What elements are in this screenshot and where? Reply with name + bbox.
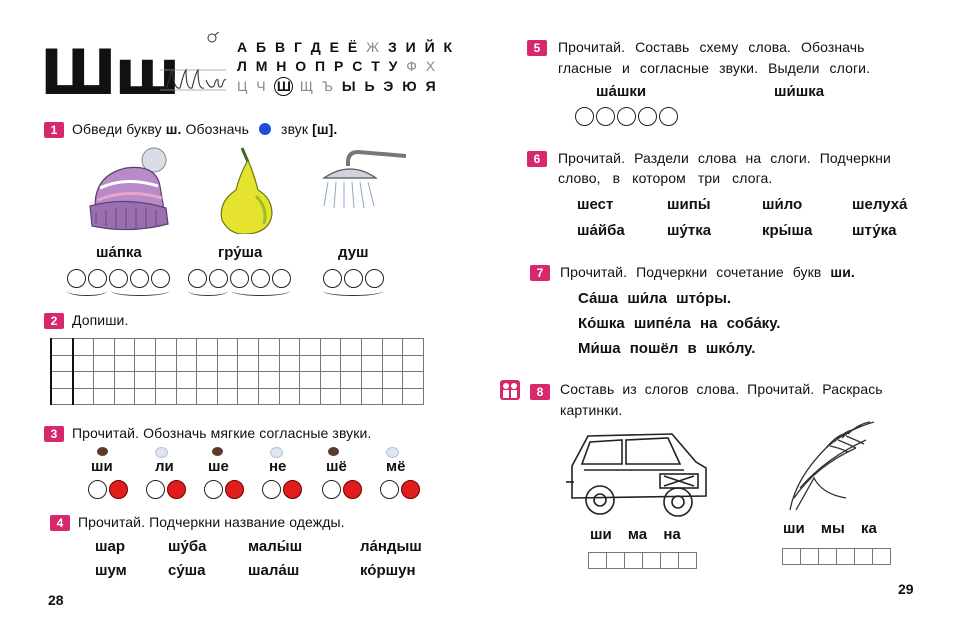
reed-image — [786, 418, 878, 514]
writing-grid[interactable] — [50, 338, 424, 405]
blue-dot-icon — [259, 123, 271, 135]
sentence-3: Ми́ша пошёл в шко́лу. — [578, 340, 756, 357]
task-2-instruction: Допиши. — [72, 312, 129, 328]
word-6-1: шест — [577, 196, 614, 213]
syllable-3: ше — [208, 458, 229, 475]
word-5-1: ша́шки — [596, 83, 647, 100]
cursive-letter-sh — [160, 32, 228, 98]
syllables-group-1: ши ма на — [590, 526, 681, 543]
word-6-8: шту́ка — [852, 222, 897, 239]
circled-letter-sh: Ш — [274, 77, 293, 96]
brown-bead-icon — [328, 447, 339, 456]
word-pear: гру́ша — [218, 244, 263, 261]
task-6-instruction-2: слово, в котором три слога. — [558, 170, 773, 186]
alphabet-row-3: Ц Ч Ш Щ Ъ Ы Ь Э Ю Я — [237, 78, 439, 94]
word-6-7: кры́ша — [762, 222, 813, 239]
word-shower: душ — [338, 244, 369, 261]
shower-image — [318, 148, 410, 210]
alphabet-row-1: А Б В Г Д Е Ё Ж З И Й К — [237, 39, 455, 55]
syllables-group-2: ши мы ка — [783, 520, 877, 537]
scheme-syl-5[interactable] — [322, 480, 364, 499]
task-5-badge: 5 — [527, 40, 547, 56]
task-1-instruction: Обведи букву ш. Обозначь звук [ш]. — [72, 121, 338, 137]
syllable-4: не — [269, 458, 287, 475]
scheme-syl-3[interactable] — [204, 480, 246, 499]
syllable-6: мё — [386, 458, 406, 475]
word-4-3: малы́ш — [248, 538, 303, 555]
scheme-syl-6[interactable] — [380, 480, 422, 499]
car-image — [564, 426, 714, 518]
pear-image — [212, 146, 278, 234]
big-letter-sh: Шш — [40, 36, 179, 109]
task-4-instruction: Прочитай. Подчеркни название одежды. — [78, 514, 345, 530]
word-4-7: шала́ш — [248, 562, 300, 579]
task-6-instruction-1: Прочитай. Раздели слова на слоги. Подчеркни — [558, 150, 891, 166]
answer-grid-2[interactable] — [782, 548, 891, 565]
task-8-badge: 8 — [530, 384, 550, 400]
sentence-1: Са́ша ши́ла што́ры. — [578, 290, 732, 307]
scheme-syl-4[interactable] — [262, 480, 304, 499]
syllable-1: ши — [91, 458, 113, 475]
word-6-6: шу́тка — [667, 222, 712, 239]
page-number-right: 29 — [898, 581, 914, 597]
word-6-3: ши́ло — [762, 196, 803, 213]
scheme-5[interactable] — [575, 107, 680, 126]
task-4-badge: 4 — [50, 515, 70, 531]
task-6-badge: 6 — [527, 151, 547, 167]
page-number-left: 28 — [48, 592, 64, 608]
brown-bead-icon — [212, 447, 223, 456]
word-6-5: ша́йба — [577, 222, 625, 239]
syllable-5: шё — [326, 458, 347, 475]
task-7-instruction: Прочитай. Подчеркни сочетание букв ши. — [560, 264, 855, 280]
snow-icon — [155, 447, 168, 458]
sentence-2: Ко́шка шипе́ла на соба́ку. — [578, 315, 781, 332]
task-5-instruction-1: Прочитай. Составь схему слова. Обозначь — [558, 39, 865, 55]
task-5-instruction-2: гласные и согласные звуки. Выдели слоги. — [558, 60, 871, 76]
word-hat: ша́пка — [96, 244, 142, 261]
task-7-badge: 7 — [530, 265, 550, 281]
word-6-2: шипы́ — [667, 196, 711, 213]
task-8-instruction-1: Составь из слогов слова. Прочитай. Раскрась — [560, 381, 883, 397]
word-4-4: ла́ндыш — [360, 538, 422, 555]
snow-icon — [386, 447, 399, 458]
syllable-2: ли — [155, 458, 174, 475]
answer-grid-1[interactable] — [588, 552, 697, 569]
word-5-2: ши́шка — [774, 83, 825, 100]
word-4-2: шу́ба — [168, 538, 207, 555]
word-4-8: ко́ршун — [360, 562, 416, 579]
scheme-syl-1[interactable] — [88, 480, 130, 499]
scheme-syl-2[interactable] — [146, 480, 188, 499]
snow-icon — [270, 447, 283, 458]
word-4-5: шум — [95, 562, 127, 579]
task-3-badge: 3 — [44, 426, 64, 442]
pair-work-icon — [500, 380, 520, 400]
hat-image — [86, 146, 172, 232]
word-4-6: су́ша — [168, 562, 206, 579]
task-8-instruction-2: картинки. — [560, 402, 623, 418]
word-4-1: шар — [95, 538, 126, 555]
word-6-4: шелуха́ — [852, 196, 908, 213]
task-3-instruction: Прочитай. Обозначь мягкие согласные звуки. — [72, 425, 372, 441]
task-1-badge: 1 — [44, 122, 64, 138]
task-2-badge: 2 — [44, 313, 64, 329]
brown-bead-icon — [97, 447, 108, 456]
alphabet-row-2: Л М Н О П Р С Т У Ф Х — [237, 58, 438, 74]
